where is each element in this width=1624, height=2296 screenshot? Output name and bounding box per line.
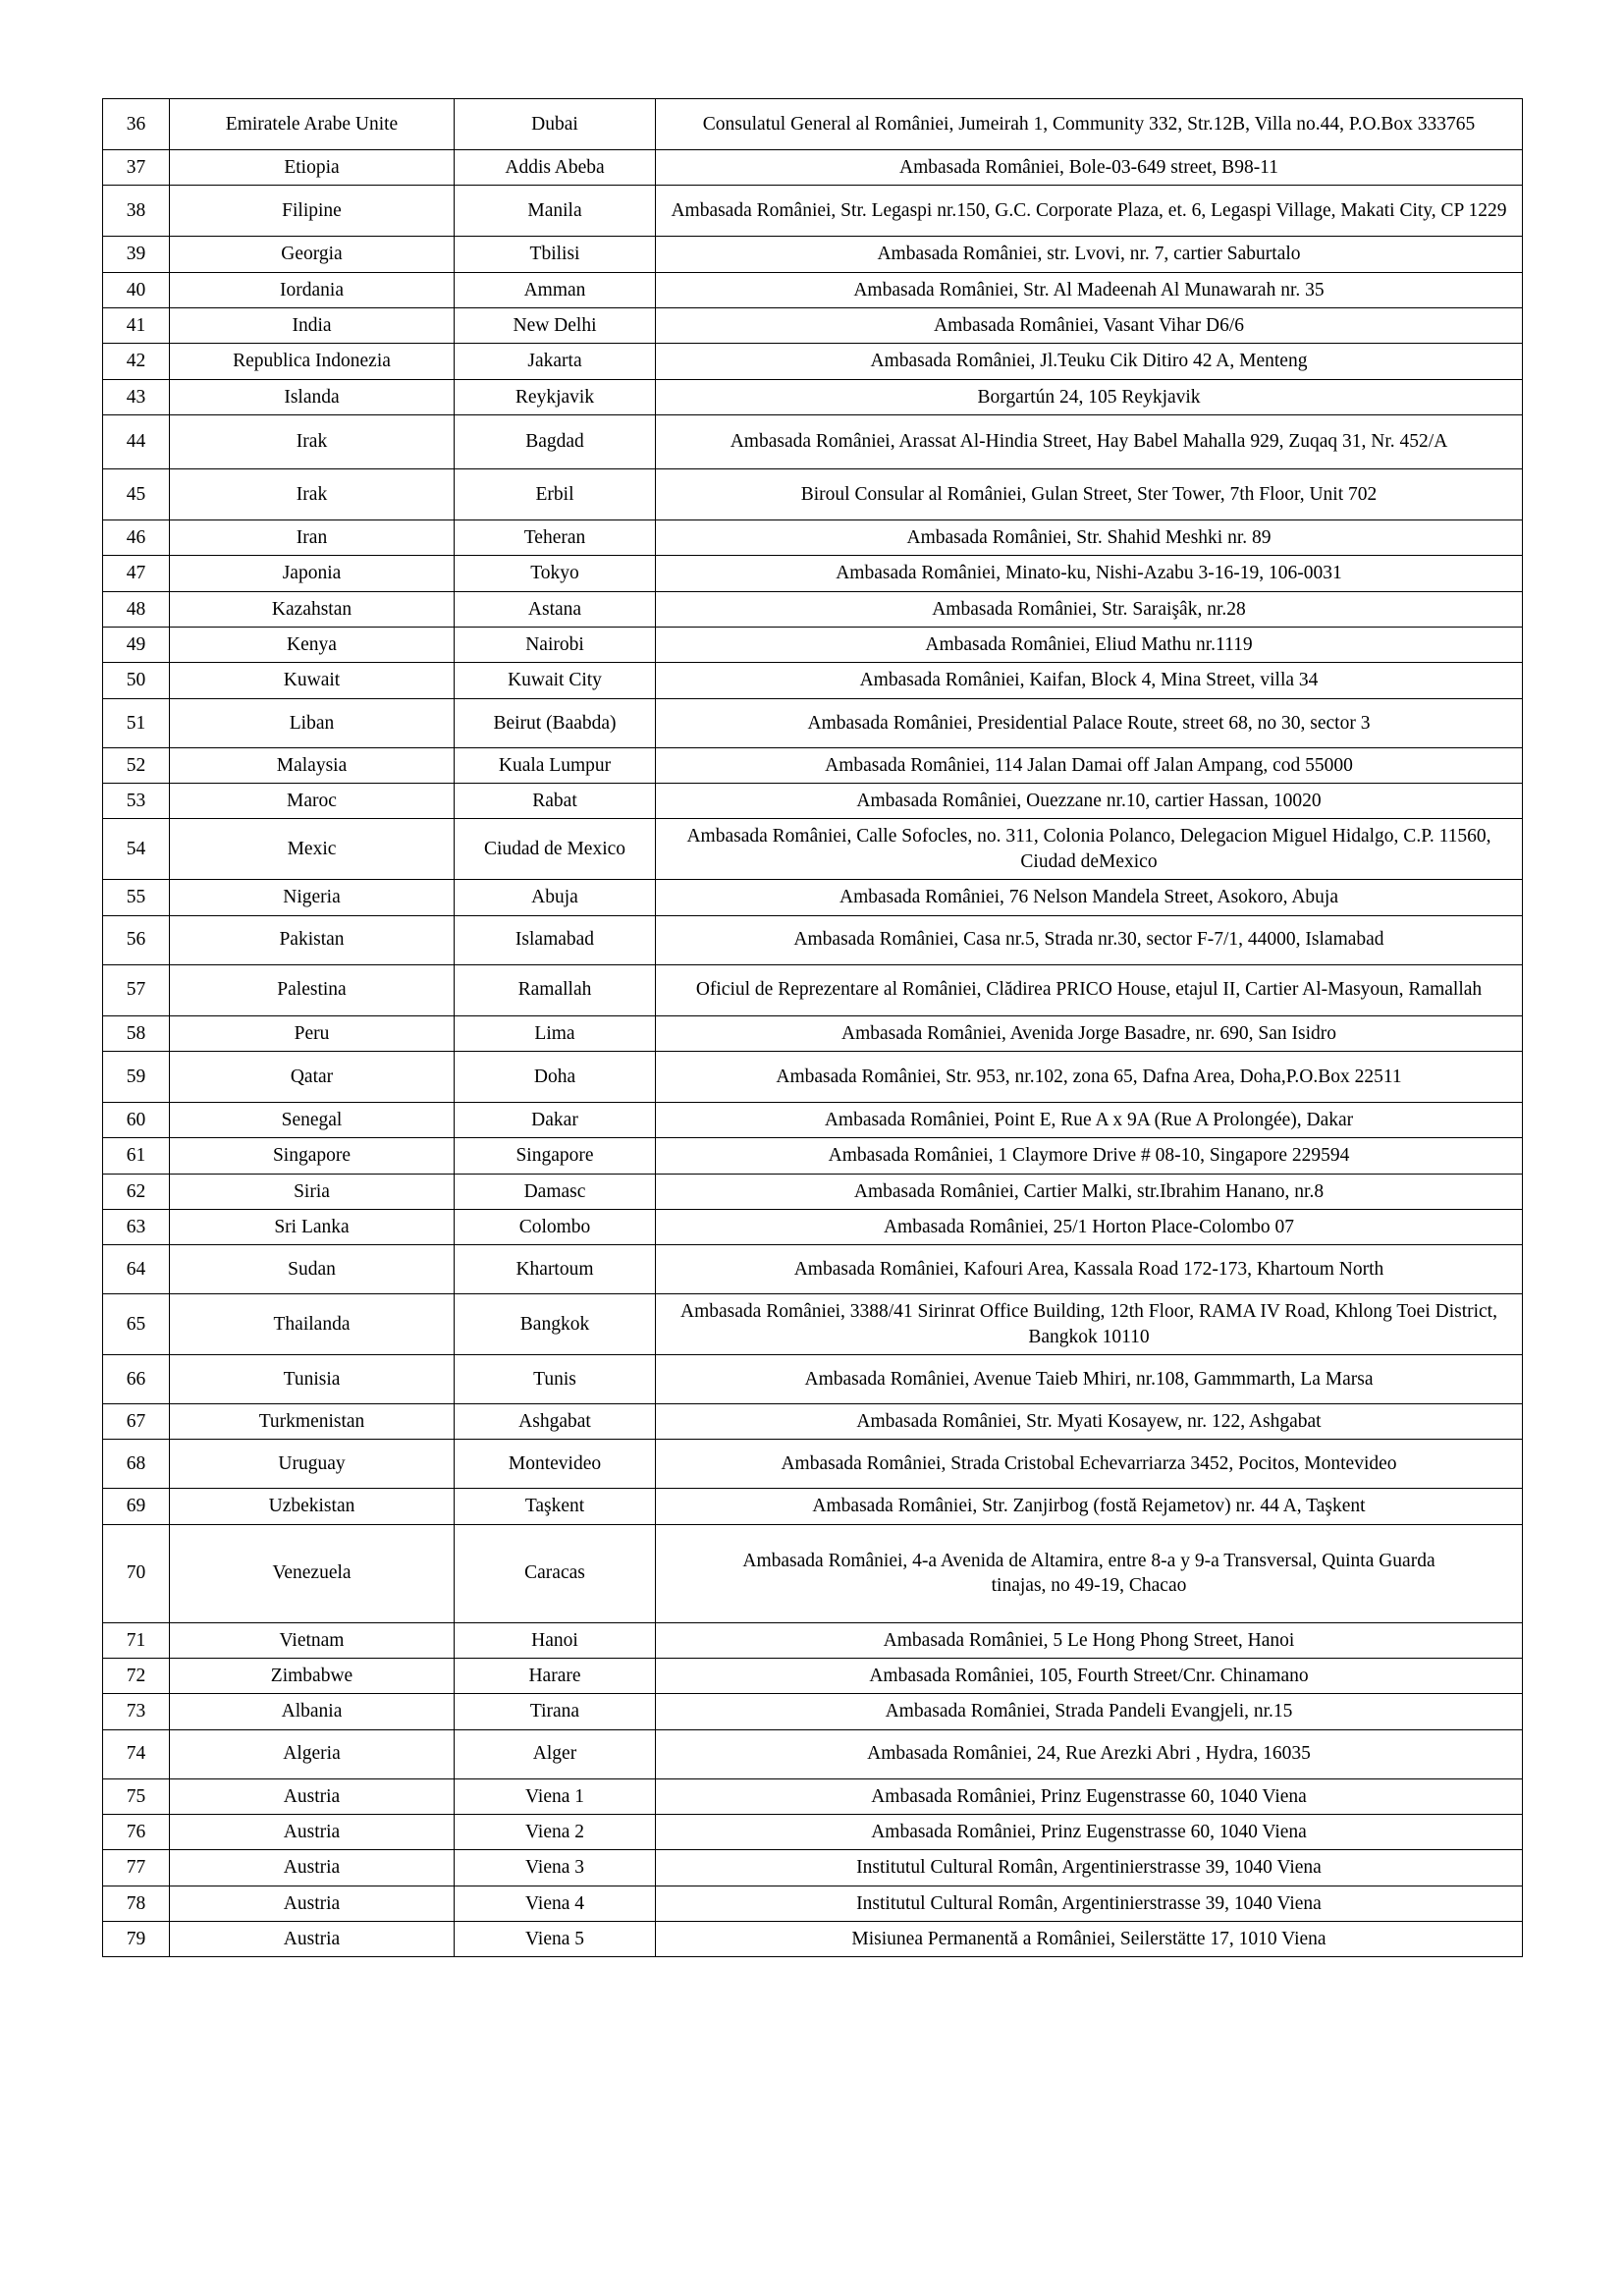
country-cell: Austria [170,1850,455,1886]
address-cell: Ambasada României, Str. 953, nr.102, zona 65, Dafna Area, Doha,P.O.Box 22511 [656,1051,1523,1102]
city-cell: Viena 4 [455,1886,656,1921]
row-number-cell: 74 [103,1729,170,1778]
address-cell: Ambasada României, Str. Shahid Meshki nr. 89 [656,520,1523,556]
table-row [103,1922,1523,1957]
table-row [103,99,1523,150]
city-cell: Dakar [455,1102,656,1137]
city-cell: New Delhi [455,308,656,344]
city-cell: Lima [455,1015,656,1051]
row-number-cell: 37 [103,150,170,186]
table-row [103,1729,1523,1778]
country-cell: Irak [170,469,455,520]
country-cell: Japonia [170,556,455,591]
address-cell: Ambasada României, Prinz Eugenstrasse 60, 1040 Viena [656,1814,1523,1849]
table-row [103,819,1523,880]
city-cell: Viena 2 [455,1814,656,1849]
country-cell: Republica Indonezia [170,344,455,379]
table-row [103,1524,1523,1622]
city-cell: Kuwait City [455,663,656,698]
city-cell: Beirut (Baabda) [455,698,656,747]
city-cell: Colombo [455,1209,656,1244]
row-number-cell: 50 [103,663,170,698]
row-number-cell: 79 [103,1922,170,1957]
city-cell: Ramallah [455,964,656,1015]
row-number-cell: 53 [103,784,170,819]
address-cell: Ambasada României, 76 Nelson Mandela Street, Asokoro, Abuja [656,880,1523,915]
table-row [103,915,1523,964]
table-row [103,880,1523,915]
address-cell: Ambasada României, Str. Legaspi nr.150, G.C. Corporate Plaza, et. 6, Legaspi Village, Makati City, CP 1229 [656,186,1523,237]
table-row [103,272,1523,307]
row-number-cell: 70 [103,1524,170,1622]
row-number-cell: 71 [103,1622,170,1658]
city-cell: Viena 1 [455,1778,656,1814]
country-cell: Zimbabwe [170,1658,455,1693]
address-cell: Ambasada României, 25/1 Horton Place-Colombo 07 [656,1209,1523,1244]
address-cell: Ambasada României, Str. Myati Kosayew, nr. 122, Ashgabat [656,1403,1523,1439]
table-row [103,784,1523,819]
row-number-cell: 65 [103,1294,170,1355]
row-number-cell: 68 [103,1440,170,1489]
address-cell: Ambasada României, Point E, Rue A x 9A (Rue A Prolongée), Dakar [656,1102,1523,1137]
country-cell: Pakistan [170,915,455,964]
country-cell: Irak [170,415,455,469]
address-cell: Oficiul de Reprezentare al României, Clădirea PRICO House, etajul II, Cartier Al-Masyoun, Ramallah [656,964,1523,1015]
row-number-cell: 39 [103,237,170,272]
table-row [103,1102,1523,1137]
country-cell: Austria [170,1814,455,1849]
table-row [103,520,1523,556]
country-cell: Uruguay [170,1440,455,1489]
row-number-cell: 72 [103,1658,170,1693]
row-number-cell: 57 [103,964,170,1015]
country-cell: Maroc [170,784,455,819]
city-cell: Singapore [455,1138,656,1174]
city-cell: Alger [455,1729,656,1778]
city-cell: Khartoum [455,1245,656,1294]
address-cell: Ambasada României, 1 Claymore Drive # 08-10, Singapore 229594 [656,1138,1523,1174]
country-cell: Islanda [170,379,455,414]
country-cell: Filipine [170,186,455,237]
table-row [103,1015,1523,1051]
address-cell: Consulatul General al României, Jumeirah 1, Community 332, Str.12B, Villa no.44, P.O.Box 333765 [656,99,1523,150]
country-cell: Palestina [170,964,455,1015]
country-cell: Thailanda [170,1294,455,1355]
country-cell: Sri Lanka [170,1209,455,1244]
country-cell: Siria [170,1174,455,1209]
address-cell: Ambasada României, Avenue Taieb Mhiri, nr.108, Gammmarth, La Marsa [656,1354,1523,1403]
city-cell: Harare [455,1658,656,1693]
country-cell: India [170,308,455,344]
table-row [103,628,1523,663]
city-cell: Ashgabat [455,1403,656,1439]
address-cell: Ambasada României, 24, Rue Arezki Abri , Hydra, 16035 [656,1729,1523,1778]
row-number-cell: 59 [103,1051,170,1102]
table-row [103,150,1523,186]
address-cell: Ambasada României, 4-a Avenida de Altamira, entre 8-a y 9-a Transversal, Quinta Guarda tinajas, no 49-19, Chacao [656,1524,1523,1622]
city-cell: Bagdad [455,415,656,469]
country-cell: Sudan [170,1245,455,1294]
address-cell: Ambasada României, 3388/41 Sirinrat Office Building, 12th Floor, RAMA IV Road, Khlong Toei District, Bangkok 10110 [656,1294,1523,1355]
city-cell: Doha [455,1051,656,1102]
city-cell: Jakarta [455,344,656,379]
country-cell: Georgia [170,237,455,272]
table-body [103,99,1523,1957]
address-cell: Ambasada României, Kafouri Area, Kassala Road 172-173, Khartoum North [656,1245,1523,1294]
city-cell: Rabat [455,784,656,819]
table-row [103,1814,1523,1849]
address-cell: Ambasada României, Vasant Vihar D6/6 [656,308,1523,344]
row-number-cell: 36 [103,99,170,150]
address-cell: Ambasada României, Casa nr.5, Strada nr.30, sector F-7/1, 44000, Islamabad [656,915,1523,964]
row-number-cell: 42 [103,344,170,379]
country-cell: Uzbekistan [170,1489,455,1524]
country-cell: Tunisia [170,1354,455,1403]
address-cell: Ambasada României, Arassat Al-Hindia Street, Hay Babel Mahalla 929, Zuqaq 31, Nr. 452/A [656,415,1523,469]
table-row [103,237,1523,272]
row-number-cell: 51 [103,698,170,747]
address-cell: Borgartún 24, 105 Reykjavik [656,379,1523,414]
city-cell: Reykjavik [455,379,656,414]
row-number-cell: 38 [103,186,170,237]
country-cell: Iran [170,520,455,556]
city-cell: Amman [455,272,656,307]
table-row [103,1489,1523,1524]
table-row [103,591,1523,627]
country-cell: Singapore [170,1138,455,1174]
table-row [103,1245,1523,1294]
row-number-cell: 61 [103,1138,170,1174]
city-cell: Astana [455,591,656,627]
address-cell: Ambasada României, Cartier Malki, str.Ibrahim Hanano, nr.8 [656,1174,1523,1209]
row-number-cell: 78 [103,1886,170,1921]
address-cell: Ambasada României, Str. Zanjirbog (fostă Rejametov) nr. 44 A, Taşkent [656,1489,1523,1524]
city-cell: Tbilisi [455,237,656,272]
country-cell: Peru [170,1015,455,1051]
table-row [103,1294,1523,1355]
row-number-cell: 63 [103,1209,170,1244]
row-number-cell: 52 [103,747,170,783]
row-number-cell: 45 [103,469,170,520]
city-cell: Viena 5 [455,1922,656,1957]
table-row [103,698,1523,747]
table-row [103,415,1523,469]
table-row [103,308,1523,344]
address-cell: Ambasada României, Avenida Jorge Basadre, nr. 690, San Isidro [656,1015,1523,1051]
address-cell: Ambasada României, Jl.Teuku Cik Ditiro 42 A, Menteng [656,344,1523,379]
address-cell: Ambasada României, Bole-03-649 street, B98-11 [656,150,1523,186]
country-cell: Vietnam [170,1622,455,1658]
row-number-cell: 40 [103,272,170,307]
country-cell: Austria [170,1778,455,1814]
table-row [103,1051,1523,1102]
country-cell: Liban [170,698,455,747]
table-row [103,1850,1523,1886]
row-number-cell: 55 [103,880,170,915]
address-cell: Ambasada României, 5 Le Hong Phong Street, Hanoi [656,1622,1523,1658]
table-row [103,964,1523,1015]
address-cell: Ambasada României, Str. Al Madeenah Al Munawarah nr. 35 [656,272,1523,307]
row-number-cell: 76 [103,1814,170,1849]
country-cell: Albania [170,1694,455,1729]
city-cell: Hanoi [455,1622,656,1658]
address-cell: Ambasada României, Strada Pandeli Evangjeli, nr.15 [656,1694,1523,1729]
city-cell: Abuja [455,880,656,915]
country-cell: Austria [170,1922,455,1957]
row-number-cell: 41 [103,308,170,344]
table-row [103,379,1523,414]
table-row [103,1138,1523,1174]
city-cell: Manila [455,186,656,237]
table-row [103,469,1523,520]
table-row [103,747,1523,783]
table-row [103,663,1523,698]
table-row [103,1694,1523,1729]
city-cell: Taşkent [455,1489,656,1524]
row-number-cell: 77 [103,1850,170,1886]
embassy-listing-table [102,98,1523,1957]
row-number-cell: 62 [103,1174,170,1209]
row-number-cell: 64 [103,1245,170,1294]
row-number-cell: 75 [103,1778,170,1814]
country-cell: Turkmenistan [170,1403,455,1439]
city-cell: Teheran [455,520,656,556]
row-number-cell: 69 [103,1489,170,1524]
row-number-cell: 46 [103,520,170,556]
address-cell: Ambasada României, Strada Cristobal Echevarriarza 3452, Pocitos, Montevideo [656,1440,1523,1489]
address-cell: Ambasada României, Kaifan, Block 4, Mina Street, villa 34 [656,663,1523,698]
city-cell: Montevideo [455,1440,656,1489]
row-number-cell: 48 [103,591,170,627]
country-cell: Emiratele Arabe Unite [170,99,455,150]
row-number-cell: 58 [103,1015,170,1051]
table-row [103,1886,1523,1921]
city-cell: Caracas [455,1524,656,1622]
country-cell: Kazahstan [170,591,455,627]
table-row [103,186,1523,237]
city-cell: Tokyo [455,556,656,591]
city-cell: Dubai [455,99,656,150]
address-cell: Ambasada României, Prinz Eugenstrasse 60, 1040 Viena [656,1778,1523,1814]
row-number-cell: 56 [103,915,170,964]
city-cell: Erbil [455,469,656,520]
country-cell: Austria [170,1886,455,1921]
address-cell: Ambasada României, Eliud Mathu nr.1119 [656,628,1523,663]
country-cell: Iordania [170,272,455,307]
country-cell: Qatar [170,1051,455,1102]
row-number-cell: 67 [103,1403,170,1439]
table-row [103,344,1523,379]
address-cell: Ambasada României, str. Lvovi, nr. 7, cartier Saburtalo [656,237,1523,272]
country-cell: Malaysia [170,747,455,783]
table-row [103,1209,1523,1244]
table-row [103,1440,1523,1489]
address-cell: Institutul Cultural Român, Argentinierstrasse 39, 1040 Viena [656,1886,1523,1921]
country-cell: Kuwait [170,663,455,698]
table-row [103,556,1523,591]
city-cell: Addis Abeba [455,150,656,186]
table-row [103,1354,1523,1403]
table-row [103,1622,1523,1658]
address-cell: Misiunea Permanentă a României, Seilerstätte 17, 1010 Viena [656,1922,1523,1957]
row-number-cell: 60 [103,1102,170,1137]
country-cell: Senegal [170,1102,455,1137]
city-cell: Bangkok [455,1294,656,1355]
table-row [103,1174,1523,1209]
city-cell: Viena 3 [455,1850,656,1886]
row-number-cell: 49 [103,628,170,663]
city-cell: Islamabad [455,915,656,964]
table-row [103,1403,1523,1439]
address-cell: Ambasada României, Str. Saraişâk, nr.28 [656,591,1523,627]
country-cell: Etiopia [170,150,455,186]
row-number-cell: 73 [103,1694,170,1729]
city-cell: Tirana [455,1694,656,1729]
address-cell: Institutul Cultural Român, Argentinierstrasse 39, 1040 Viena [656,1850,1523,1886]
row-number-cell: 47 [103,556,170,591]
country-cell: Venezuela [170,1524,455,1622]
address-cell: Ambasada României, Calle Sofocles, no. 311, Colonia Polanco, Delegacion Miguel Hidalgo, C.P. 11560, Ciudad deMexico [656,819,1523,880]
address-cell: Ambasada României, Presidential Palace Route, street 68, no 30, sector 3 [656,698,1523,747]
row-number-cell: 66 [103,1354,170,1403]
city-cell: Damasc [455,1174,656,1209]
row-number-cell: 54 [103,819,170,880]
city-cell: Nairobi [455,628,656,663]
address-cell: Biroul Consular al României, Gulan Street, Ster Tower, 7th Floor, Unit 702 [656,469,1523,520]
city-cell: Ciudad de Mexico [455,819,656,880]
address-cell: Ambasada României, Ouezzane nr.10, cartier Hassan, 10020 [656,784,1523,819]
country-cell: Mexic [170,819,455,880]
country-cell: Nigeria [170,880,455,915]
city-cell: Tunis [455,1354,656,1403]
table-row [103,1658,1523,1693]
address-cell: Ambasada României, 114 Jalan Damai off Jalan Ampang, cod 55000 [656,747,1523,783]
row-number-cell: 43 [103,379,170,414]
address-cell: Ambasada României, 105, Fourth Street/Cnr. Chinamano [656,1658,1523,1693]
country-cell: Algeria [170,1729,455,1778]
table-row [103,1778,1523,1814]
row-number-cell: 44 [103,415,170,469]
address-cell: Ambasada României, Minato-ku, Nishi-Azabu 3-16-19, 106-0031 [656,556,1523,591]
city-cell: Kuala Lumpur [455,747,656,783]
country-cell: Kenya [170,628,455,663]
